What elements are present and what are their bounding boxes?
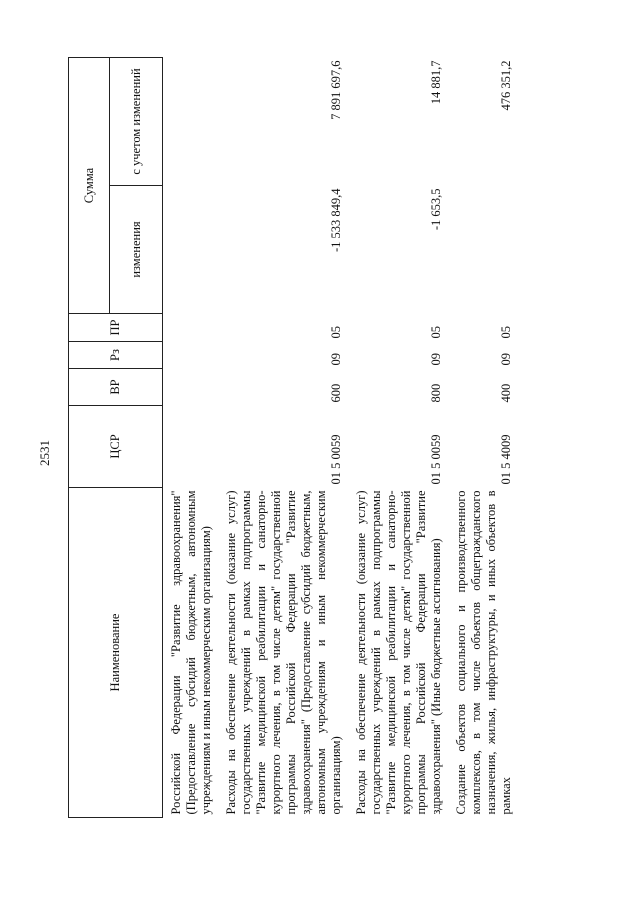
row-change (448, 186, 518, 314)
row-pr: 05 (499, 326, 513, 339)
row-vr: 600 (329, 383, 343, 403)
row-vr: 400 (499, 383, 513, 403)
row-rz: 09 (329, 353, 343, 366)
table-row (348, 58, 448, 818)
row-rz (163, 342, 219, 369)
row-change: -1 533 849,4 (329, 188, 343, 253)
row-name: Российской Федерации "Развитие здравоохранения" (Предоставление субсидий бюджетным, автономным учреждениям и иным некоммерческим организациям) (169, 490, 213, 815)
row-csr (163, 406, 219, 488)
table-row (218, 58, 348, 818)
table-row (163, 58, 219, 818)
header-with-change: с учетом изменений (110, 58, 163, 186)
row-change: -1 653,5 (429, 188, 443, 231)
row-csr: 01 5 0059 (429, 434, 443, 485)
header-change: изменения (110, 186, 163, 314)
row-csr: 01 5 0059 (329, 434, 343, 485)
header-rz: Рз (69, 342, 163, 369)
row-name: Создание объектов социального и производственного комплексов, в том числе объектов общегражданского назначения, жилья, инфраструктуры, и иных объектов в рамках (454, 490, 513, 815)
row-total: 7 891 697,6 (329, 60, 343, 120)
row-pr: 05 (429, 326, 443, 339)
row-total: 476 351,2 (499, 60, 513, 111)
page-number: 2531 (37, 440, 52, 466)
header-sum: Сумма (69, 58, 110, 314)
table-row (448, 58, 518, 818)
row-rz: 09 (499, 353, 513, 366)
row-change (163, 186, 219, 314)
row-pr (163, 314, 219, 342)
header-name: Наименование (69, 488, 163, 818)
row-total: 14 881,7 (429, 60, 443, 105)
row-csr: 01 5 4009 (499, 434, 513, 485)
row-pr: 05 (329, 326, 343, 339)
row-name: Расходы на обеспечение деятельности (оказание услуг) государственных учреждений в рамках подпрограммы "Развитие медицинской реабилитации и санаторно-курортного лечения, в том числе детям" государственной программы Российской Федерации "Развитие здравоохранения" (Предоставление субсидий бюджетным, автономным учреждениям и иным некоммерческим организациям) (224, 490, 343, 815)
row-name: Расходы на обеспечение деятельности (оказание услуг) государственных учреждений в рамках подпрограммы "Развитие медицинской реабилитации и санаторно-курортного лечения, в том числе детям" государственной программы Российской Федерации "Развитие здравоохранения" (Иные бюджетные ассигнования) (354, 490, 443, 815)
header-pr: ПР (69, 314, 163, 342)
row-total (163, 58, 219, 186)
rotated-table-sheet (68, 58, 568, 818)
row-vr: 800 (429, 383, 443, 403)
budget-table (68, 57, 518, 818)
header-vr: ВР (69, 369, 163, 406)
row-rz: 09 (429, 353, 443, 366)
row-vr (163, 369, 219, 406)
header-csr: ЦСР (69, 406, 163, 488)
